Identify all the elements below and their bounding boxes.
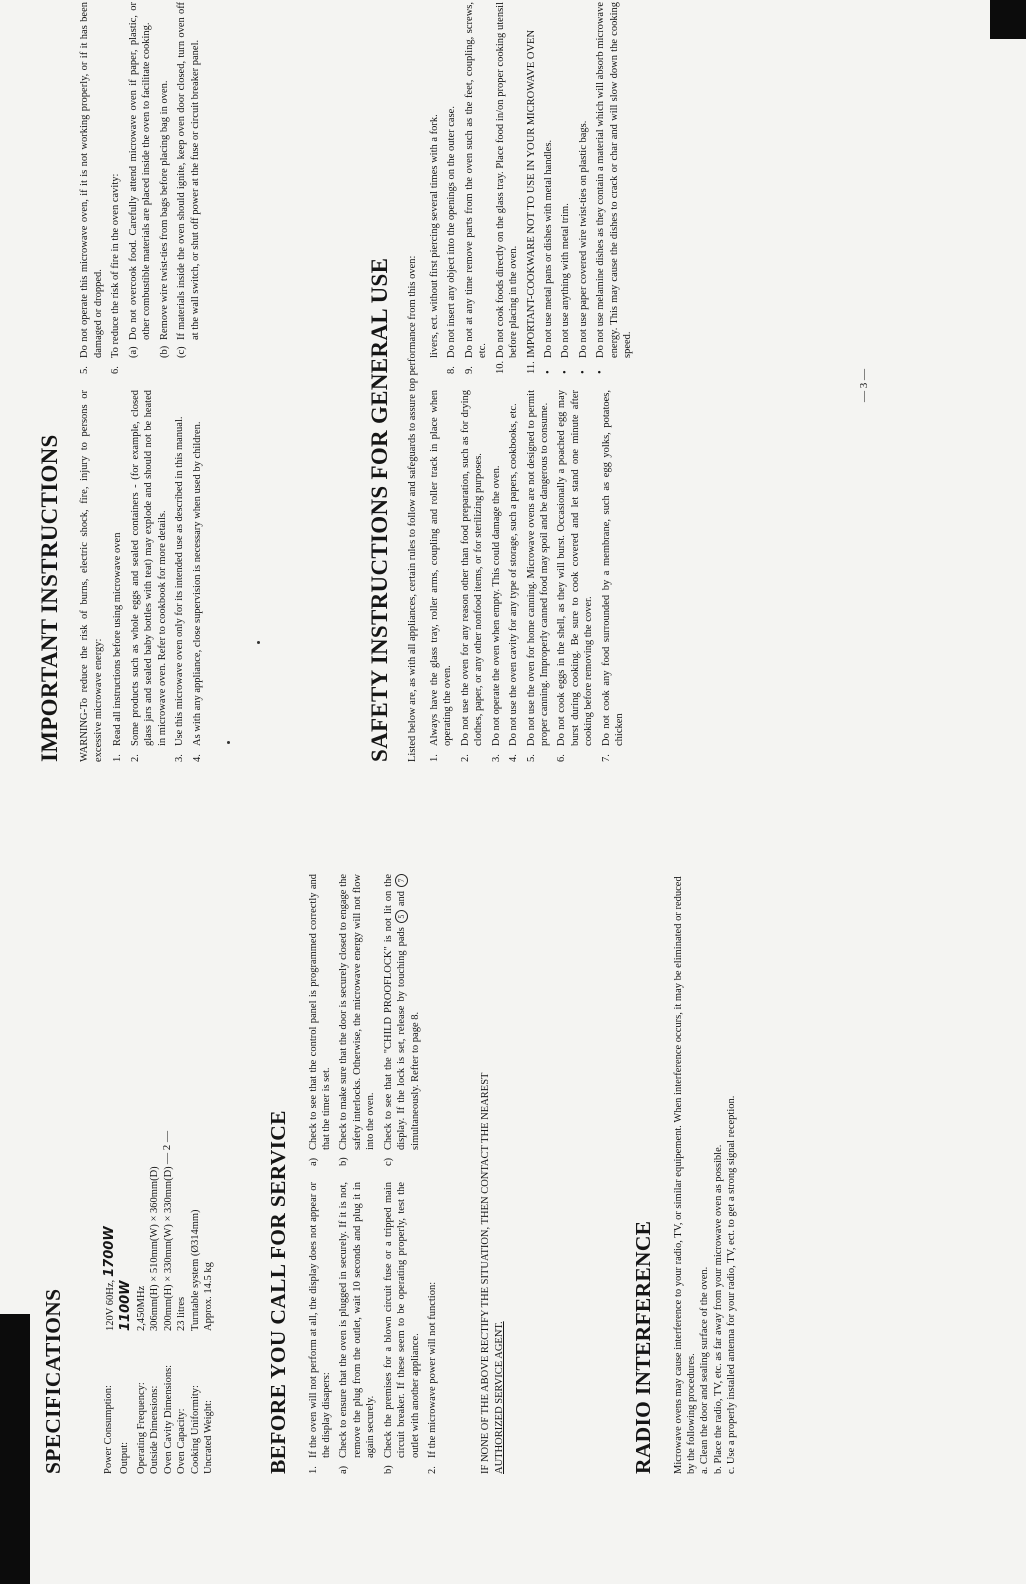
safety-item xyxy=(594,2,634,374)
service-item xyxy=(307,874,334,1166)
spec-value-text: 200mm(H) × 330mm(W) × 330mm(D) xyxy=(162,1166,174,1331)
specifications-table xyxy=(102,874,216,1474)
important-item-number: (b) xyxy=(158,345,170,358)
safety-item xyxy=(525,2,538,374)
service-item-number: 2. xyxy=(427,1466,439,1474)
service-item-text: Check the premises for a blown circuit fuse or a tripped main circuit breaker. If these seem to be operating properly, test the outlet with another appliance. xyxy=(382,1182,421,1458)
important-item-text: Some products such as whole eggs and sealed containers - (for example, closed glass jars and sealed baby bottles with teat) may explode and should not be heated in microwave oven. Refer to cookbook for more details. xyxy=(129,390,168,746)
left-page xyxy=(0,834,1026,1554)
service-item-number: 1. xyxy=(307,1466,319,1474)
safety-left-column xyxy=(428,390,639,762)
safety-title: SAFETY INSTRUCTIONS FOR GENERAL USE xyxy=(367,257,392,762)
safety-item xyxy=(445,2,458,374)
important-item-number: 5. xyxy=(79,366,91,374)
radio-list xyxy=(698,874,738,1474)
radio-title: RADIO INTERFERENCE xyxy=(631,1220,655,1474)
safety-item xyxy=(490,390,503,762)
service-item-text xyxy=(382,874,422,1150)
safety-right-column xyxy=(428,2,639,374)
spec-label: Cooking Uniformity: xyxy=(189,1385,201,1474)
spec-value xyxy=(102,874,119,1331)
scan-speck xyxy=(257,641,260,644)
service-item-text-part: and xyxy=(396,890,408,907)
important-item-text: To reduce the risk of fire in the oven cavity: xyxy=(110,173,122,358)
safety-item-number: 4. xyxy=(508,754,520,762)
important-item xyxy=(191,390,204,762)
important-item xyxy=(175,2,202,374)
spec-value-text: Approx. 14.5 kg xyxy=(202,1262,214,1331)
safety-item xyxy=(507,390,520,762)
safety-item-text: Do not use the oven cavity for any type of storage, such a papers, cookbooks, etc. xyxy=(508,403,520,746)
spec-label: Operating Frequency: xyxy=(135,1382,147,1474)
important-right-column xyxy=(78,2,208,374)
safety-item-number: 3. xyxy=(490,754,502,762)
safety-item-text: IMPORTANT-COOKWARE NOT TO USE IN YOUR MICROWAVE OVEN xyxy=(525,29,537,358)
safety-item-text: Do not cook eggs in the shell, as they will burst. Occasionally a poached egg may burst during cooking. Be sure to cook covered and let stand one minute after cooking before removing the cover. xyxy=(556,390,595,746)
safety-item-text: Do not cook foods directly on the glass tray. Place food in/on proper cooking utensil before placing in the oven. xyxy=(494,2,520,358)
safety-item-text: Always have the glass tray, roller arms, coupling and roller track in place when operating the oven. xyxy=(428,390,454,746)
important-item-text: If materials inside the oven should ignite, keep oven door closed, turn oven off at the wall switch, or shut off power at the fuse or circuit breaker panel. xyxy=(176,2,201,340)
important-item xyxy=(173,390,186,762)
page-number-right: — 3 — xyxy=(858,369,870,402)
safety-item xyxy=(428,390,455,762)
safety-item xyxy=(463,2,490,374)
pad-5-icon: 5 xyxy=(395,910,408,923)
safety-item-number: 8. xyxy=(446,366,458,374)
service-item-number: c) xyxy=(382,1157,394,1166)
service-item xyxy=(382,1182,422,1474)
spec-label: Power Consumption: xyxy=(102,1385,114,1474)
pad-7-icon: 7 xyxy=(395,874,408,887)
service-item-text: Check to see that the control panel is programmed correctly and that the timer is set. xyxy=(307,874,332,1150)
important-item-number: 4. xyxy=(191,754,203,762)
service-item-number: b) xyxy=(382,1465,394,1474)
spec-label: Oven Cavity Dimensions: xyxy=(162,1364,174,1474)
spec-value xyxy=(135,874,148,1331)
important-item-number: (c) xyxy=(176,346,188,358)
page-number-left: — 2 — xyxy=(161,1131,173,1164)
important-section xyxy=(35,2,208,762)
safety-item xyxy=(525,390,552,762)
important-item xyxy=(129,390,169,762)
safety-item-text: Do not use the oven for any reason other than food preparation, such as for drying clothes, paper, or any other nonfood items, or for sterilizing purposes. xyxy=(459,390,485,746)
spec-label: Oven Capacity: xyxy=(176,1408,188,1474)
important-item xyxy=(127,2,154,374)
safety-item-text: Do not use melamine dishes as they contain a material which will absorb microwave energy. This may cause the dishes to crack or char and will slow down the cooking speed. xyxy=(595,2,634,358)
specifications-title: SPECIFICATIONS xyxy=(41,1288,65,1474)
important-item-text: Do not operate this microwave oven, if it is not working properly, or if it has been damaged or dropped. xyxy=(79,2,104,358)
spec-value-text: Turntable system (Ø314mm) xyxy=(189,1209,201,1331)
safety-item xyxy=(555,390,595,762)
spec-value-text: 23 litres xyxy=(176,1296,188,1331)
service-left-column xyxy=(307,1182,444,1474)
important-item-text: Do not overcook food. Carefully attend microwave oven if paper, plastic, or other combustible materials are placed inside the oven to facilitate cooking. xyxy=(127,2,153,340)
spec-label: Output: xyxy=(119,1441,131,1474)
safety-item xyxy=(542,2,555,374)
spec-value xyxy=(189,874,202,1331)
safety-item xyxy=(494,2,521,374)
safety-item-text: Do not use the oven for home canning. Microwave ovens are not designed to permit proper canning. Improperly canned food may spoil and be dangerous to consume. xyxy=(525,390,550,746)
right-page xyxy=(0,2,1026,802)
safety-item xyxy=(600,390,627,762)
safety-item xyxy=(577,2,590,374)
radio-item: c. Use a properly installed antenna for your radio, TV, ect. to get a strong signal reception. xyxy=(726,1095,738,1474)
safety-item-number xyxy=(428,358,441,374)
service-right-column xyxy=(307,874,444,1166)
spec-value-text: 120V 60Hz, xyxy=(104,1279,116,1331)
safety-item-text: Do not at any time remove parts from the oven such as the feet, coupling, screws, etc. xyxy=(463,2,489,358)
spec-value xyxy=(162,874,175,1331)
spec-value-text: 306mm(H) × 510mm(W) × 360mm(D) xyxy=(149,1166,161,1331)
safety-item-text: Do not use anything with metal trim. xyxy=(560,203,572,358)
important-item xyxy=(111,390,124,762)
important-item xyxy=(109,2,122,374)
safety-item-number: 1. xyxy=(428,754,440,762)
service-item xyxy=(337,874,377,1166)
spec-value xyxy=(175,874,188,1331)
service-footer: IF NONE OF THE ABOVE RECTIFY THE SITUATION, THEN CONTACT THE NEAREST AUTHORIZED SERVICE AGENT. xyxy=(480,1072,505,1474)
important-item-number: 6. xyxy=(110,366,122,374)
warning-text: WARNING-To reduce the risk of burns, electric shock, fire, injury to persons or excessive microwave energy: xyxy=(79,390,104,762)
safety-item-text: Do not use metal pans or dishes with metal handles. xyxy=(542,139,554,358)
spec-value-handwritten: 1700W xyxy=(101,1226,117,1277)
spec-value-text: 2,450MHz xyxy=(135,1285,147,1331)
safety-item-text: Do not use paper covered wire twist-ties on plastic bags. xyxy=(577,120,589,358)
important-title: IMPORTANT INSTRUCTIONS xyxy=(37,434,62,762)
important-item-text: Remove wire twist-ties from bags before placing bag in oven. xyxy=(158,80,170,340)
service-item-number: b) xyxy=(338,1157,350,1166)
important-item-text: As with any appliance, close supervision is necessary when used by children. xyxy=(191,421,203,746)
service-title: BEFORE YOU CALL FOR SERVICE xyxy=(266,1110,290,1474)
important-item-text: Read all instructions before using microwave oven xyxy=(112,532,124,746)
important-item-number: (a) xyxy=(127,346,139,358)
service-item-number: a) xyxy=(307,1157,319,1166)
safety-item-number: 5. xyxy=(525,754,537,762)
safety-item-number: • xyxy=(560,370,572,374)
safety-item-text: livers, ect. without first piercing several times with a fork. xyxy=(428,114,440,358)
service-item-text: If the oven will not perform at all, the display does not appear or the display disapers: xyxy=(307,1182,332,1458)
service-item-number: a) xyxy=(338,1465,350,1474)
service-item-text-part: simultaneously. Refter to page 8. xyxy=(409,1011,421,1150)
safety-item-number: • xyxy=(577,370,589,374)
safety-item-number: 10. xyxy=(494,360,506,374)
safety-item-number: 6. xyxy=(556,754,568,762)
safety-item-number: 2. xyxy=(459,754,471,762)
important-item-number: 3. xyxy=(174,754,186,762)
spec-value xyxy=(202,874,215,1331)
safety-item-number: 7. xyxy=(600,754,612,762)
important-item xyxy=(78,2,105,374)
safety-item-text: Do not insert any object into the openings on the outer case. xyxy=(446,106,458,358)
important-item-text: Use this microwave oven only for its intended use as described in this manual. xyxy=(174,416,186,746)
important-item-number: 1. xyxy=(112,754,124,762)
service-section xyxy=(265,874,506,1474)
safety-item-number: • xyxy=(542,370,554,374)
scan-edge-right xyxy=(990,0,1026,39)
important-left-column xyxy=(78,390,208,762)
safety-section xyxy=(365,2,639,762)
service-item-text: If the microwave power will not function: xyxy=(427,1281,439,1458)
spec-label: Uncrated Weight: xyxy=(202,1400,214,1474)
service-item xyxy=(382,874,422,1166)
scan-speck xyxy=(227,741,230,744)
safety-item-text: Do not operate the oven when empty. This could damage the oven. xyxy=(490,465,502,746)
specifications-section xyxy=(40,874,215,1474)
radio-item: b. Place the radio, TV, etc. as far away from your microwave oven as possible. xyxy=(712,1144,724,1474)
spec-value xyxy=(148,874,161,1331)
service-item xyxy=(426,1182,439,1474)
safety-item-number: 9. xyxy=(463,366,475,374)
spec-value xyxy=(118,874,135,1331)
safety-item xyxy=(559,2,572,374)
service-item xyxy=(307,1182,334,1474)
radio-intro: Microwave ovens may cause interference to your radio, TV, or similar equipement. When interference occurs, it may be eliminated or reduced by the following procedures. xyxy=(672,876,697,1474)
spec-value-text: 1100W xyxy=(118,1280,134,1331)
radio-section xyxy=(630,874,739,1474)
service-item xyxy=(337,1182,377,1474)
safety-item-number: 11. xyxy=(525,361,537,374)
important-item xyxy=(158,2,171,374)
radio-item: a. Clean the door and sealing surface of the oven. xyxy=(699,1266,711,1474)
safety-item-text: Do not cook any food surrounded by a membrane, such as egg yolks, potatoes, chicken xyxy=(600,390,626,746)
safety-item-number: • xyxy=(595,370,607,374)
safety-item xyxy=(459,390,486,762)
service-item-text: Check to ensure that the oven is plugged in securely. If it is not, remove the plug from the outlet, wait 10 seconds and plug it in again securely. xyxy=(338,1182,377,1458)
spec-label: Outside Dimensions: xyxy=(149,1385,161,1474)
safety-item xyxy=(428,2,441,374)
service-item-text: Check to make sure that the door is securely closed to engage the safety interlocks. Otherwise, the microwave energy will not flow into the oven. xyxy=(338,874,377,1150)
safety-intro: Listed below are, as with all appliances, certain rules to follow and safeguards to assure top performance from this oven: xyxy=(407,255,419,762)
important-item-number: 2. xyxy=(129,754,141,762)
service-item-text-part: Check to see that the "CHILD PROOFLOCK" is not lit on the display. If the lock is set, release by touching pads xyxy=(382,874,408,1150)
